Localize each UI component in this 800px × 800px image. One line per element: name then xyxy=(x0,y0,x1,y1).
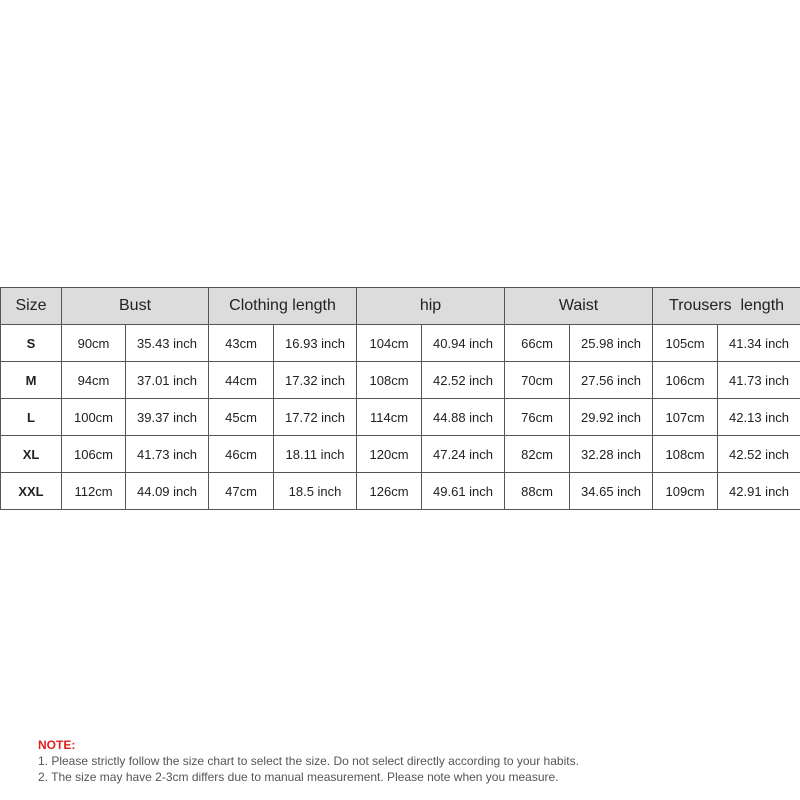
trousers-length-cm: 108cm xyxy=(653,436,718,473)
hip-inch: 47.24 inch xyxy=(422,436,505,473)
waist-cm: 66cm xyxy=(505,325,570,362)
waist-inch: 29.92 inch xyxy=(570,399,653,436)
clothing-length-cm: 46cm xyxy=(209,436,274,473)
clothing-length-cm: 43cm xyxy=(209,325,274,362)
trousers-length-inch: 41.34 inch xyxy=(718,325,800,362)
bust-inch: 35.43 inch xyxy=(126,325,209,362)
table-row xyxy=(1,436,800,473)
trousers-length-cm: 109cm xyxy=(653,473,718,510)
trousers-length-inch: 42.52 inch xyxy=(718,436,800,473)
size-notes xyxy=(38,737,579,785)
waist-inch: 32.28 inch xyxy=(570,436,653,473)
waist-header: Waist xyxy=(505,288,653,325)
size-label: XL xyxy=(1,436,62,473)
size-chart-table xyxy=(0,287,800,510)
hip-cm: 104cm xyxy=(357,325,422,362)
clothing-length-cm: 45cm xyxy=(209,399,274,436)
clothing-length-inch: 17.72 inch xyxy=(274,399,357,436)
table-row xyxy=(1,473,800,510)
trousers-length-inch: 41.73 inch xyxy=(718,362,800,399)
size-label: XXL xyxy=(1,473,62,510)
waist-inch: 27.56 inch xyxy=(570,362,653,399)
waist-cm: 70cm xyxy=(505,362,570,399)
trousers-length-header: Trousers length xyxy=(653,288,800,325)
waist-inch: 25.98 inch xyxy=(570,325,653,362)
bust-cm: 90cm xyxy=(62,325,126,362)
trousers-length-cm: 106cm xyxy=(653,362,718,399)
note-title: NOTE: xyxy=(38,738,76,752)
trousers-length-cm: 107cm xyxy=(653,399,718,436)
waist-cm: 82cm xyxy=(505,436,570,473)
header-row xyxy=(1,288,800,325)
bust-inch: 39.37 inch xyxy=(126,399,209,436)
table-row xyxy=(1,399,800,436)
note-line: 2. The size may have 2-3cm differs due to manual measurement. Please note when you measure. xyxy=(38,770,559,784)
hip-inch: 40.94 inch xyxy=(422,325,505,362)
bust-cm: 100cm xyxy=(62,399,126,436)
hip-header: hip xyxy=(357,288,505,325)
hip-cm: 120cm xyxy=(357,436,422,473)
table-row xyxy=(1,325,800,362)
note-line: 1. Please strictly follow the size chart to select the size. Do not select directly according to your habits. xyxy=(38,754,579,768)
clothing-length-cm: 44cm xyxy=(209,362,274,399)
size-label: L xyxy=(1,399,62,436)
table-header xyxy=(1,288,800,325)
clothing-length-inch: 17.32 inch xyxy=(274,362,357,399)
bust-inch: 37.01 inch xyxy=(126,362,209,399)
bust-cm: 106cm xyxy=(62,436,126,473)
clothing-length-header: Clothing length xyxy=(209,288,357,325)
table-body xyxy=(1,325,800,510)
hip-inch: 42.52 inch xyxy=(422,362,505,399)
hip-inch: 49.61 inch xyxy=(422,473,505,510)
size-header: Size xyxy=(1,288,62,325)
clothing-length-inch: 18.5 inch xyxy=(274,473,357,510)
trousers-length-inch: 42.13 inch xyxy=(718,399,800,436)
bust-inch: 41.73 inch xyxy=(126,436,209,473)
clothing-length-inch: 18.11 inch xyxy=(274,436,357,473)
waist-inch: 34.65 inch xyxy=(570,473,653,510)
trousers-length-cm: 105cm xyxy=(653,325,718,362)
bust-inch: 44.09 inch xyxy=(126,473,209,510)
table-row xyxy=(1,362,800,399)
size-label: M xyxy=(1,362,62,399)
hip-cm: 108cm xyxy=(357,362,422,399)
bust-cm: 112cm xyxy=(62,473,126,510)
clothing-length-inch: 16.93 inch xyxy=(274,325,357,362)
bust-header: Bust xyxy=(62,288,209,325)
waist-cm: 76cm xyxy=(505,399,570,436)
trousers-length-inch: 42.91 inch xyxy=(718,473,800,510)
size-label: S xyxy=(1,325,62,362)
waist-cm: 88cm xyxy=(505,473,570,510)
hip-inch: 44.88 inch xyxy=(422,399,505,436)
hip-cm: 126cm xyxy=(357,473,422,510)
hip-cm: 114cm xyxy=(357,399,422,436)
clothing-length-cm: 47cm xyxy=(209,473,274,510)
bust-cm: 94cm xyxy=(62,362,126,399)
